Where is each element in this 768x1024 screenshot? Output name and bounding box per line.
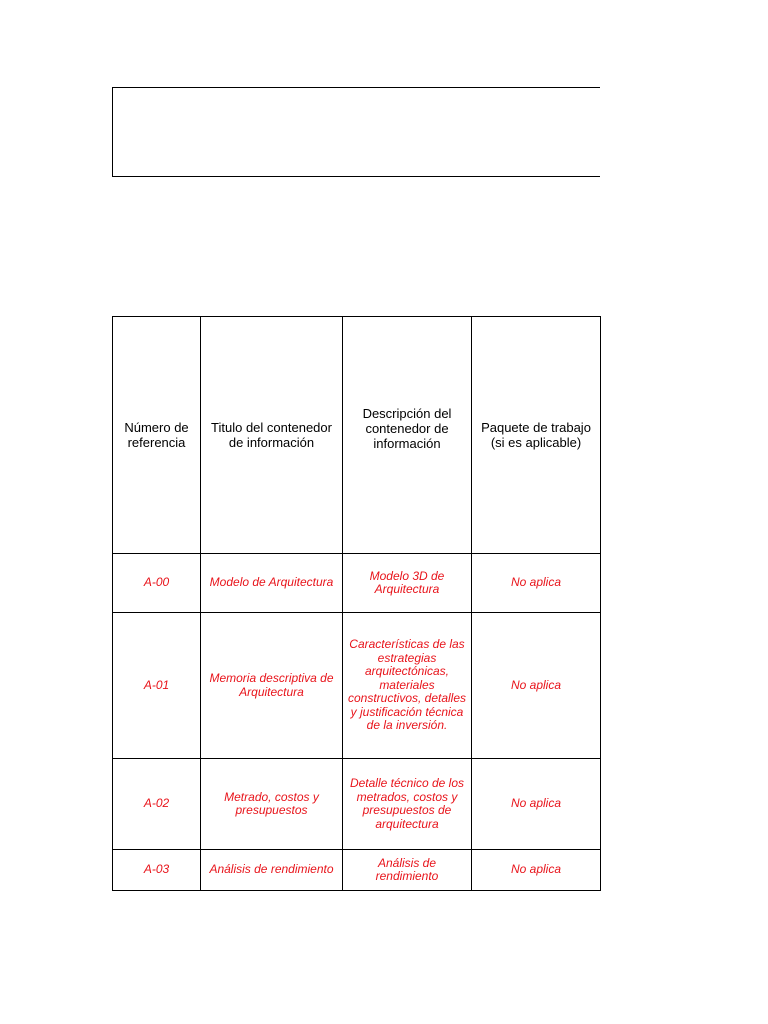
cell-title: Metrado, costos y presupuestos: [201, 759, 343, 850]
cell-reference: A-02: [113, 759, 201, 850]
cell-package: No aplica: [472, 850, 601, 891]
cell-reference: A-00: [113, 554, 201, 613]
header-label: Número de referencia: [124, 420, 189, 450]
header-box: [112, 87, 600, 177]
cell-reference: A-03: [113, 850, 201, 891]
cell-title: Memoria descriptiva de Arquitectura: [201, 613, 343, 759]
cell-description: Detalle técnico de los metrados, costos y presupuestos de arquitectura: [343, 759, 472, 850]
table-header-row: [113, 317, 601, 554]
header-label: Descripción del contenedor de información: [362, 405, 452, 451]
header-container-title: [201, 317, 343, 554]
cell-package: No aplica: [472, 554, 601, 613]
cell-description: Modelo 3D de Arquitectura: [343, 554, 472, 613]
header-work-package: [472, 317, 601, 554]
cell-description: Características de las estrategias arquitectónicas, materiales constructivos, detalles y justificación técnica de la inversión.: [343, 613, 472, 759]
information-container-table: [112, 316, 601, 891]
cell-reference: A-01: [113, 613, 201, 759]
table-row: [113, 850, 601, 891]
cell-package: No aplica: [472, 613, 601, 759]
cell-package: No aplica: [472, 759, 601, 850]
table-row: [113, 554, 601, 613]
cell-description: Análisis de rendimiento: [343, 850, 472, 891]
table-row: [113, 613, 601, 759]
header-container-description: [343, 317, 472, 554]
cell-title: Modelo de Arquitectura: [201, 554, 343, 613]
cell-title: Análisis de rendimiento: [201, 850, 343, 891]
table-row: [113, 759, 601, 850]
header-label: Paquete de trabajo (si es aplicable): [481, 420, 591, 450]
header-reference-number: [113, 317, 201, 554]
header-label: Titulo del contenedor de información: [211, 420, 332, 450]
